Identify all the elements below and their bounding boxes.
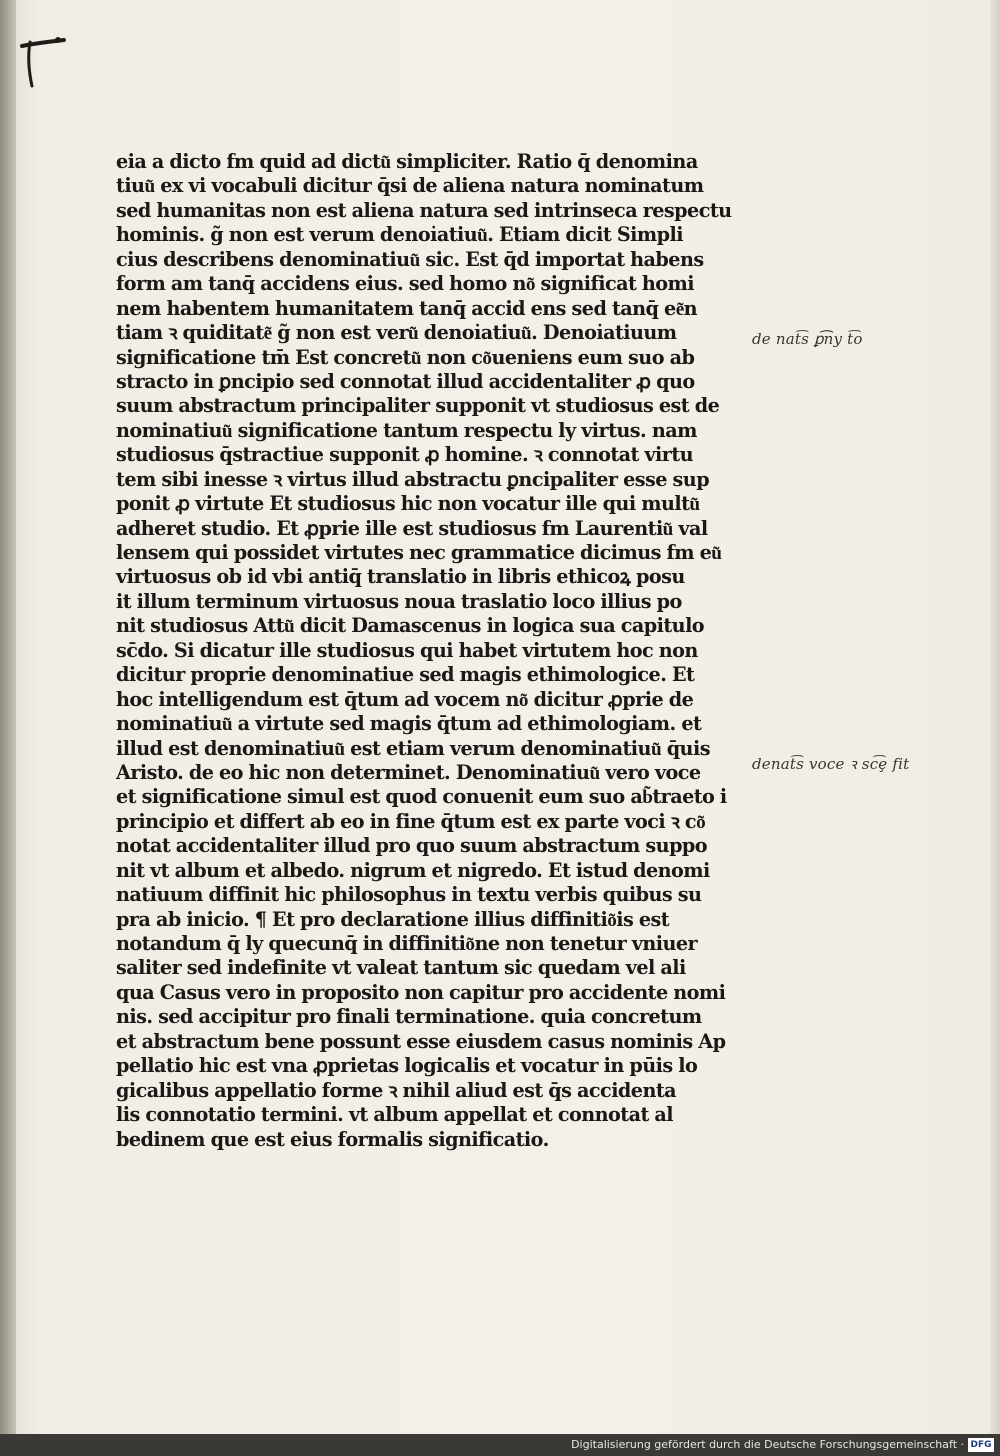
footer-bar	[0, 1434, 1000, 1456]
marginal-note: de nat͡s ꝑ͡ny t͡o	[752, 330, 863, 348]
text-line: adheret studio. Et ꝓprie ille est studiosus fm Laurentiu͂ val	[116, 516, 708, 540]
text-line: sed humanitas non est aliena natura sed intrinseca respectu	[116, 198, 732, 222]
text-line: bedinem que est eius formalis significatio.	[116, 1127, 549, 1151]
text-line: nit vt album et albedo. nigrum et nigredo. Et istud denomi	[116, 858, 710, 882]
text-line: hoc intelligendum est q̄tum ad vocem no͂ dicitur ꝓprie de	[116, 687, 694, 711]
text-line: saliter sed indefinite vt valeat tantum sic quedam vel ali	[116, 956, 686, 980]
funding-credit: Digitalisierung gefördert durch die Deutsche Forschungsgemeinschaft ·	[571, 1438, 964, 1451]
text-line: lensem qui possidet virtutes nec grammatice dicimus fm eu͂	[116, 541, 722, 564]
page-edge	[990, 0, 1000, 1434]
ink-mark-icon	[18, 30, 66, 90]
text-line: tiam ꝛ quiditate͂ g̃ non est veru͂ denoi̇atiuu͂. Denoi̇atiuum	[116, 321, 677, 345]
text-line: tiuu͂ ex vi vocabuli dicitur q̄si de aliena natura nominatum	[116, 174, 704, 198]
text-line: significatione tm̄ Est concretu͂ non co͂ueniens eum suo ab	[116, 345, 695, 369]
text-line: principio et differt ab eo in fine q̄tum est ex parte voci ꝛ co͂	[116, 809, 706, 833]
text-line: qua Casus vero in proposito non capitur pro accidente nomi	[116, 980, 726, 1004]
main-text-block	[116, 150, 732, 1152]
text-line: nem habentem humanitatem tanq̄ accid ens sed tanq̄ ee͂n	[116, 296, 698, 320]
text-line: notat accidentaliter illud pro quo suum abstractum suppo	[116, 834, 708, 858]
text-line: nominatiuu͂ significatione tantum respectu ly virtus. nam	[116, 418, 697, 442]
text-line: pra ab inicio. ¶ Et pro declaratione illius diffinitio͂is est	[116, 907, 670, 931]
text-line: lis connotatio termini. vt album appellat et connotat al	[116, 1103, 674, 1127]
text-line: studiosus q̄stractiue supponit ꝓ homine. ꝛ connotat virtu	[116, 443, 694, 467]
dfg-logo-icon: DFG	[968, 1438, 994, 1452]
text-line: nominatiuu͂ a virtute sed magis q̄tum ad ethimologiam. et	[116, 712, 702, 736]
marginal-note: denat͡s voce ꝛ sc͡ȩ fit	[752, 755, 910, 773]
text-line: illud est denominatiuu͂ est etiam verum denominatiuu͂ q̄uis	[116, 736, 710, 760]
text-line: ponit ꝓ virtute Et studiosus hic non vocatur ille qui multu͂	[116, 492, 700, 516]
text-line: nit studiosus Attu͂ dicit Damascenus in logica sua capitulo	[116, 614, 705, 638]
text-line: dicitur proprie denominatiue sed magis ethimologice. Et	[116, 663, 695, 687]
text-line: suum abstractum principaliter supponit vt studiosus est de	[116, 394, 720, 418]
text-line: et abstractum bene possunt esse eiusdem casus nominis Ap	[116, 1029, 726, 1053]
text-line: tem sibi inesse ꝛ virtus illud abstractu ꝑncipaliter esse sup	[116, 467, 710, 491]
text-line: nis. sed accipitur pro finali terminatione. quia concretum	[116, 1005, 702, 1029]
text-line: hominis. g̃ non est verum denoi̇atiuu͂. Etiam dicit Simpli	[116, 223, 683, 247]
text-line: et significatione simul est quod conuenit eum suo ab͂traeto i	[116, 785, 727, 809]
text-line: eia a dicto fm quid ad dictu͂ simpliciter. Ratio q̄ denomina	[116, 150, 698, 173]
text-line: it illum terminum virtuosus noua traslatio loco illius po	[116, 589, 682, 613]
text-line: natiuum diffinit hic philosophus in textu verbis quibus su	[116, 883, 702, 907]
text-line: virtuosus ob id vbi antiq̄ translatio in libris ethicoꝝ posu	[116, 565, 685, 589]
text-line: Aristo. de eo hic non determinet. Denominatiuu͂ vero voce	[116, 760, 701, 784]
text-line: gicalibus appellatio forme ꝛ nihil aliud est q̄s accidenta	[116, 1078, 677, 1102]
text-line: sc̄do. Si dicatur ille studiosus qui habet virtutem hoc non	[116, 638, 698, 662]
text-line: stracto in ꝑncipio sed connotat illud accidentaliter ꝓ quo	[116, 369, 695, 393]
text-line: notandum q̄ ly quecunq̄ in diffinitio͂ne non tenetur vniuer	[116, 932, 698, 955]
text-line: form am tanq̄ accidens eius. sed homo no͂ significat homi	[116, 272, 695, 296]
text-line: pellatio hic est vna ꝓprietas logicalis et vocatur in pūis lo	[116, 1054, 698, 1078]
text-line: cius describens denominatiuu͂ sic. Est q̄d importat habens	[116, 247, 704, 271]
binding-gutter	[0, 0, 16, 1434]
